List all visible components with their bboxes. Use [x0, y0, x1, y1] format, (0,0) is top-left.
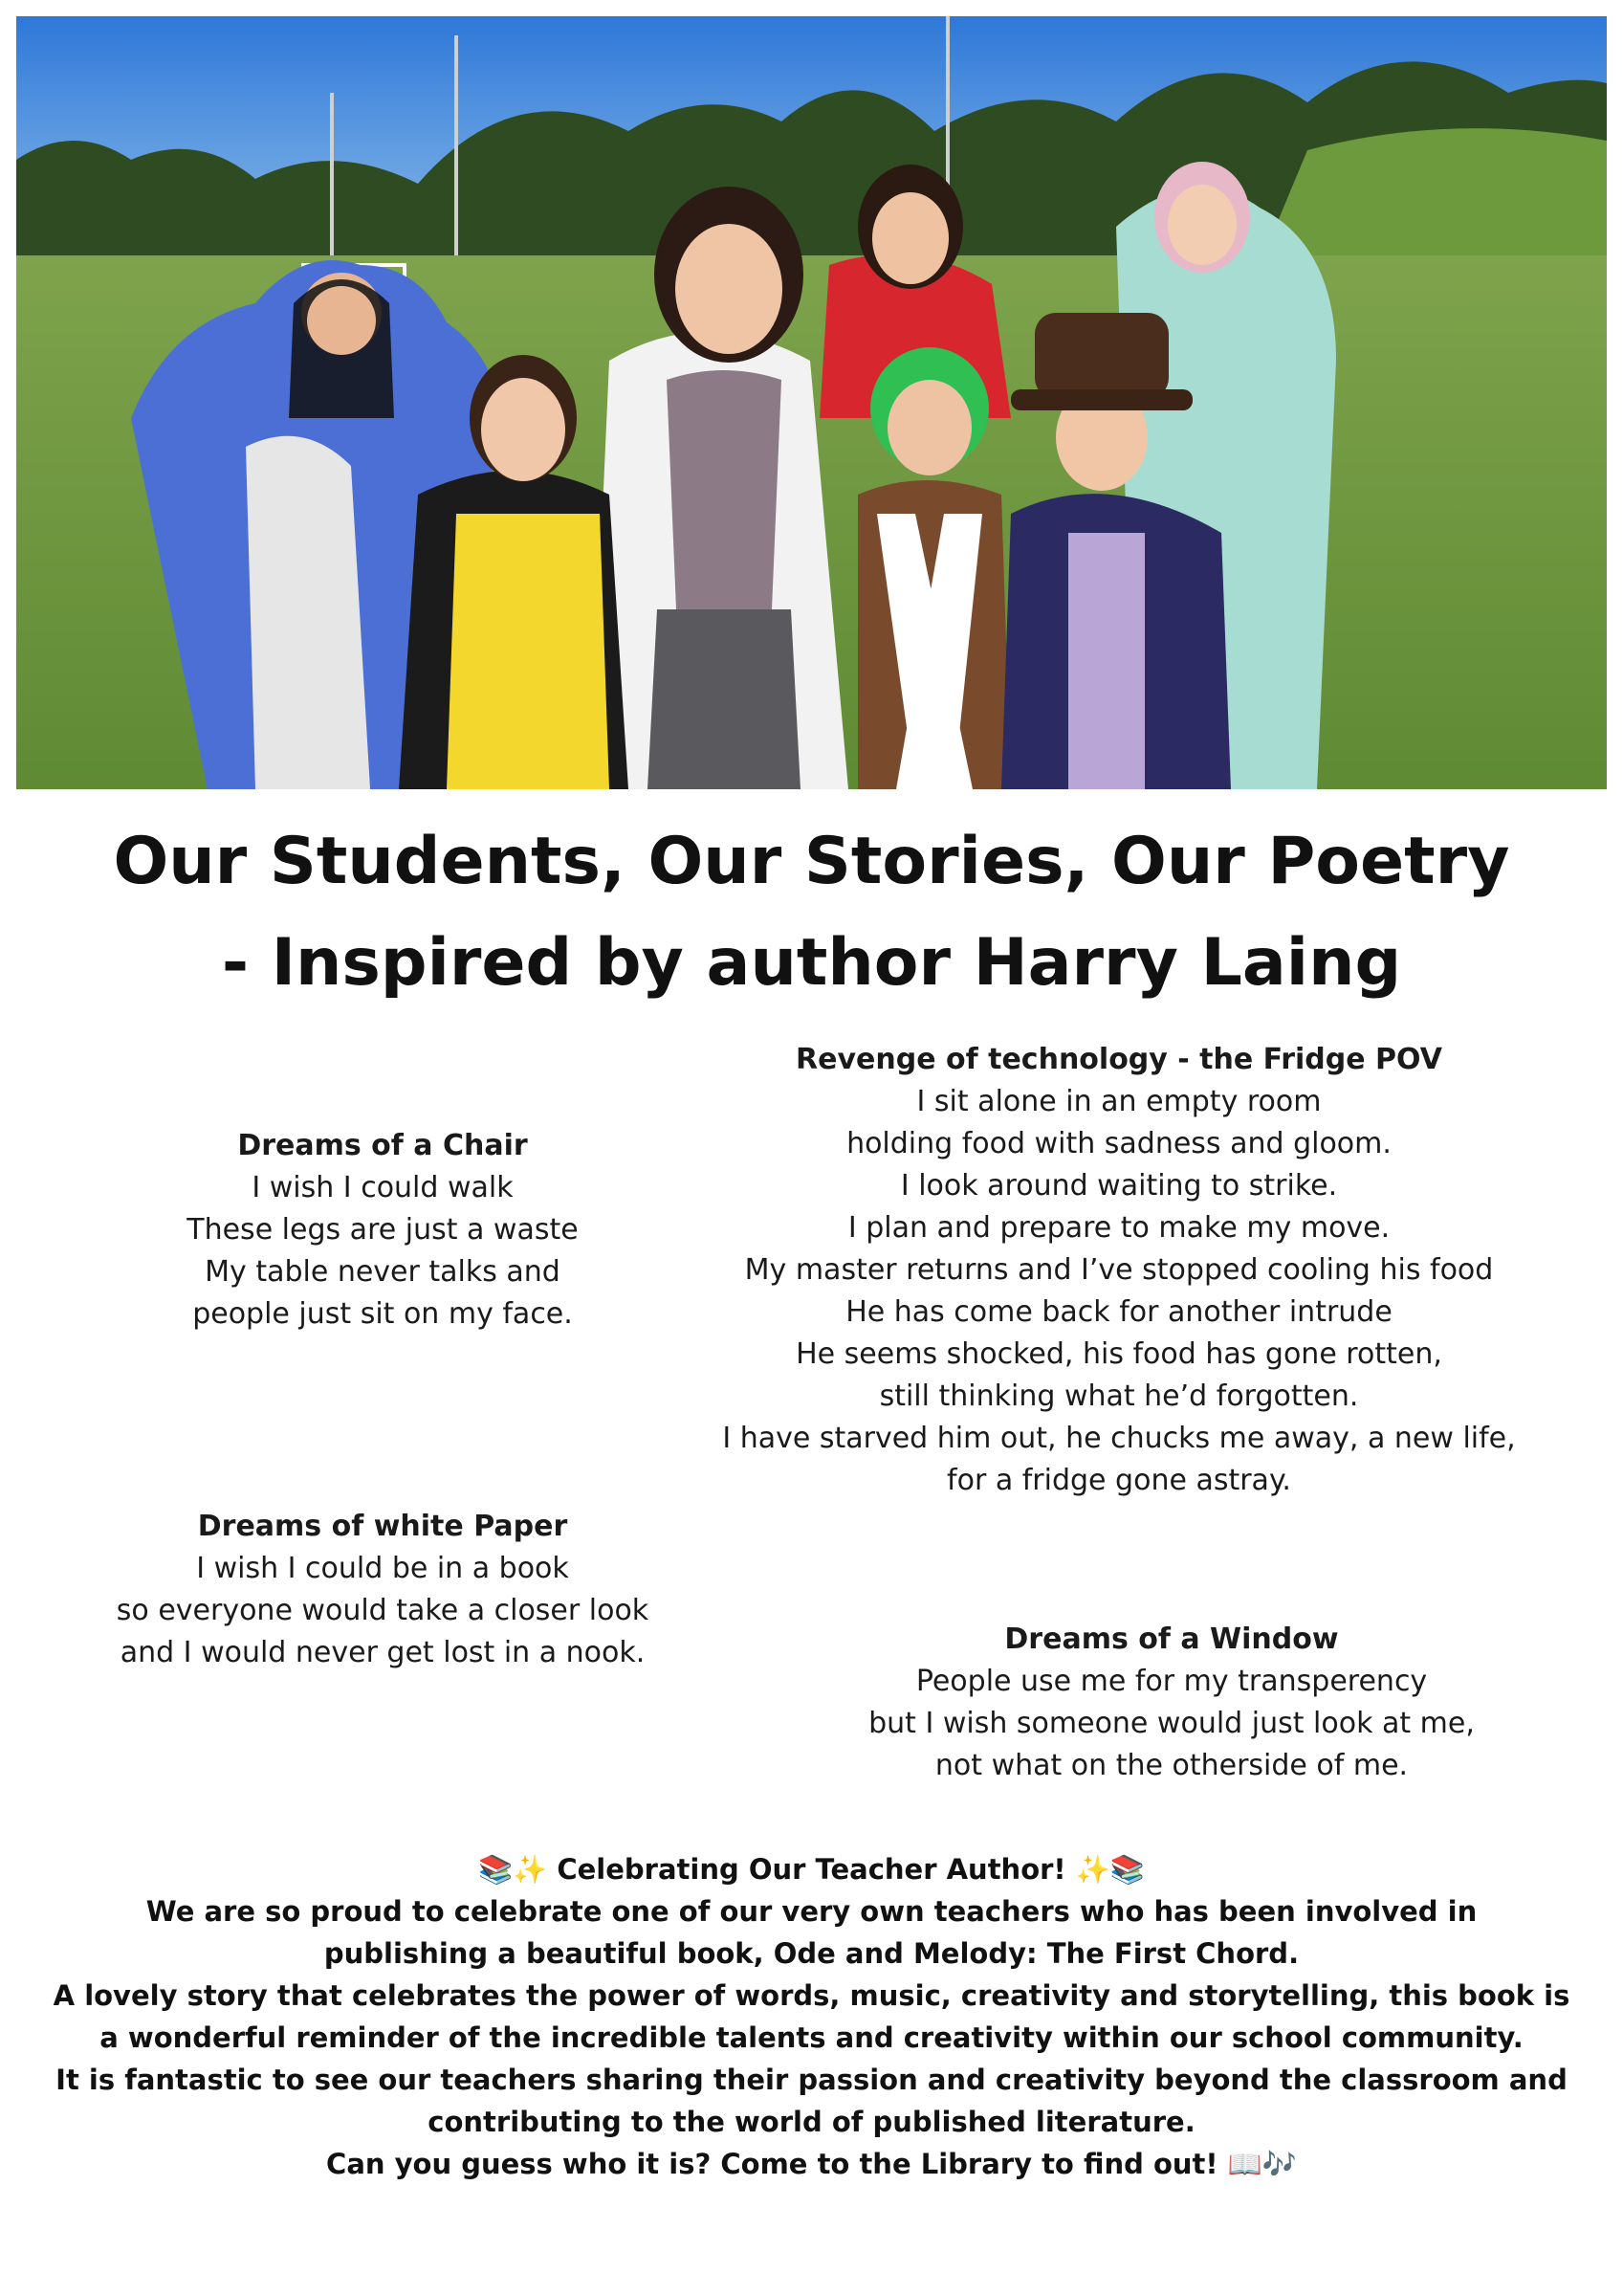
- announcement-heading-text: Celebrating Our Teacher Author!: [557, 1853, 1066, 1886]
- poem-title: Dreams of a Chair: [237, 1129, 528, 1162]
- announcement-line: We are so proud to celebrate one of our very own teachers who has been involved in: [145, 1895, 1478, 1928]
- poem-line: I plan and prepare to make my move.: [847, 1211, 1391, 1245]
- poem-line: so everyone would take a closer look: [116, 1594, 649, 1627]
- poem-line: I have starved him out, he chucks me away, a new life,: [722, 1422, 1516, 1455]
- group-photo-icon: [16, 16, 1607, 789]
- poem-line: I wish I could be in a book: [196, 1552, 569, 1585]
- announcement-closing: [19, 2143, 1604, 2185]
- poem-line: I look around waiting to strike.: [900, 1169, 1338, 1203]
- announcement-line: a wonderful reminder of the incredible talents and creativity within our school community.: [99, 2021, 1524, 2054]
- announcement-line: contributing to the world of published literature.: [428, 2106, 1195, 2138]
- poem-line: still thinking what he’d forgotten.: [879, 1380, 1359, 1413]
- page-title-line-2: - Inspired by author Harry Laing: [221, 925, 1402, 1001]
- books-sparkles-icon: 📚✨: [478, 1853, 548, 1886]
- announcement-closing-text: Can you guess who it is? Come to the Library to find out!: [326, 2148, 1218, 2180]
- poem-dreams-of-a-window: [775, 1619, 1568, 1787]
- poem-line: for a fridge gone astray.: [947, 1464, 1291, 1497]
- poem-title: Dreams of white Paper: [197, 1510, 568, 1543]
- poem-line: These legs are just a waste: [186, 1213, 579, 1247]
- announcement-line: publishing a beautiful book, Ode and Melody: The First Chord.: [323, 1937, 1300, 1970]
- poem-line: but I wish someone would just look at me,: [868, 1707, 1475, 1740]
- sparkles-books-icon: ✨📚: [1075, 1853, 1145, 1886]
- page-title-line-1: Our Students, Our Stories, Our Poetry: [113, 824, 1510, 899]
- announcement-line: A lovely story that celebrates the power of words, music, creativity and storytelling, this book is: [53, 1979, 1570, 2012]
- page-title: [0, 811, 1623, 1014]
- poem-line: He seems shocked, his food has gone rotten,: [796, 1337, 1442, 1371]
- poem-dreams-of-a-chair: [77, 1125, 689, 1336]
- poem-dreams-of-white-paper: [77, 1506, 689, 1674]
- poem-line: My master returns and I’ve stopped cooling his food: [744, 1253, 1494, 1287]
- poem-revenge-of-technology: [679, 1039, 1559, 1502]
- poem-line: and I would never get lost in a nook.: [120, 1636, 646, 1669]
- poem-line: He has come back for another intrude: [845, 1295, 1393, 1329]
- poem-title: Dreams of a Window: [1004, 1623, 1339, 1656]
- poem-line: not what on the otherside of me.: [934, 1749, 1409, 1782]
- book-music-icon: 📖🎶: [1227, 2148, 1297, 2180]
- poem-title: Revenge of technology - the Fridge POV: [796, 1043, 1442, 1076]
- teacher-author-announcement: [19, 1848, 1604, 2185]
- group-photo: [16, 16, 1607, 789]
- poem-line: My table never talks and: [205, 1255, 560, 1289]
- poem-line: holding food with sadness and gloom.: [846, 1127, 1392, 1160]
- announcement-heading: [19, 1848, 1604, 1890]
- poem-line: I wish I could walk: [252, 1171, 514, 1204]
- poem-line: People use me for my transperency: [915, 1665, 1428, 1698]
- poem-line: people just sit on my face.: [192, 1297, 573, 1331]
- poem-line: I sit alone in an empty room: [916, 1085, 1322, 1118]
- announcement-line: It is fantastic to see our teachers sharing their passion and creativity beyond the classroom and: [55, 2064, 1568, 2096]
